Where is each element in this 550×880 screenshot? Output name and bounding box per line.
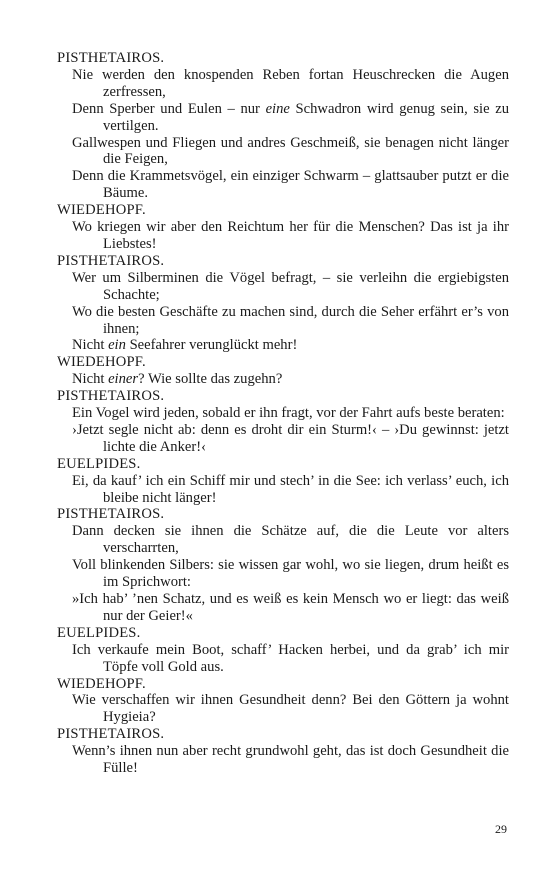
text-segment: Wo die besten Geschäfte zu machen sind, durch die Seher erfährt er’s von ihnen; (72, 303, 509, 337)
verse-line (57, 270, 509, 304)
text-segment: Nie werden den knospenden Reben fortan Heuschrecken die Augen zerfressen, (72, 66, 509, 100)
emphasis-text: einer (108, 371, 139, 388)
text-segment: Dann decken sie ihnen die Schätze auf, die die Leute vor alters verscharrten, (72, 523, 509, 557)
verse-line (57, 642, 509, 676)
text-segment: Ei, da kauf’ ich ein Schiff mir und stech’ in die See: ich verlass’ euch, ich bleibe nicht länger! (72, 472, 509, 506)
verse-line (57, 304, 509, 338)
verse-line (57, 219, 509, 253)
text-segment: Wie verschaffen wir ihnen Gesundheit denn? Bei den Göttern ja wohnt Hygieia? (72, 692, 509, 726)
verse-line (57, 67, 509, 101)
speaker-name: WIEDEHOPF. (57, 202, 146, 219)
text-segment: Schwadron wird genug sein, sie zu vertilgen. (103, 100, 509, 134)
emphasis-text: ein (108, 337, 126, 354)
speaker-name: EUELPIDES. (57, 455, 141, 472)
text-segment: Wer um Silberminen die Vögel befragt, – sie verleihn die ergiebigsten Schachte; (72, 269, 509, 303)
verse-line (57, 422, 509, 456)
emphasis-text: eine (265, 100, 290, 117)
verse-line (57, 591, 509, 625)
text-segment: Nicht (72, 337, 109, 354)
dialogue-text (57, 50, 509, 777)
verse-line (57, 371, 509, 388)
speaker-name: PISTHETAIROS. (57, 252, 165, 269)
text-segment: Wenn’s ihnen nun aber recht grundwohl geht, das ist doch Gesundheit die Fülle! (72, 743, 509, 777)
verse-line (57, 168, 509, 202)
verse-line (57, 405, 509, 422)
verse-line (57, 135, 509, 169)
speaker-name: EUELPIDES. (57, 624, 141, 641)
text-segment: Ein Vogel wird jeden, sobald er ihn fragt, vor der Fahrt aufs beste beraten: (72, 405, 505, 422)
text-segment: Seefahrer verunglückt mehr! (125, 337, 298, 354)
text-segment: Denn Sperber und Eulen – nur (72, 100, 266, 117)
text-segment: Gallwespen und Fliegen und andres Geschmeiß, sie benagen nicht länger die Feigen, (72, 134, 509, 168)
verse-line (57, 743, 509, 777)
verse-line (57, 557, 509, 591)
text-segment: ? Wie sollte das zugehn? (138, 371, 283, 388)
text-segment: »Ich hab’ ’nen Schatz, und es weiß es kein Mensch wo er liegt: das weiß nur der Geier!« (72, 591, 509, 624)
text-segment: Voll blinkenden Silbers: sie wissen gar wohl, wo sie liegen, drum heißt es im Sprichwort: (72, 557, 509, 591)
text-segment: ›Jetzt segle nicht ab: denn es droht dir ein Sturm!‹ – ›Du gewinnst: jetzt lichte die Anker!‹ (72, 421, 509, 455)
verse-line (57, 337, 509, 354)
verse-line (57, 692, 509, 726)
verse-line (57, 523, 509, 557)
text-segment: Wo kriegen wir aber den Reichtum her für die Menschen? Das ist ja ihr Liebstes! (72, 219, 509, 252)
speaker-name: WIEDEHOPF. (57, 354, 146, 371)
text-segment: Ich verkaufe mein Boot, schaff’ Hacken herbei, und da grab’ ich mir Töpfe voll Gold aus. (72, 641, 509, 675)
speaker-name: PISTHETAIROS. (57, 726, 165, 743)
speaker-name: WIEDEHOPF. (57, 675, 146, 692)
page-number: 29 (495, 822, 507, 836)
verse-line (57, 101, 509, 135)
speaker-name: PISTHETAIROS. (57, 388, 165, 405)
text-segment: Nicht (72, 371, 109, 388)
speaker-name: PISTHETAIROS. (57, 506, 165, 523)
text-segment: Denn die Krammetsvögel, ein einziger Schwarm – glattsauber putzt er die Bäume. (72, 168, 509, 202)
speaker-name: PISTHETAIROS. (57, 50, 165, 66)
verse-line (57, 473, 509, 507)
